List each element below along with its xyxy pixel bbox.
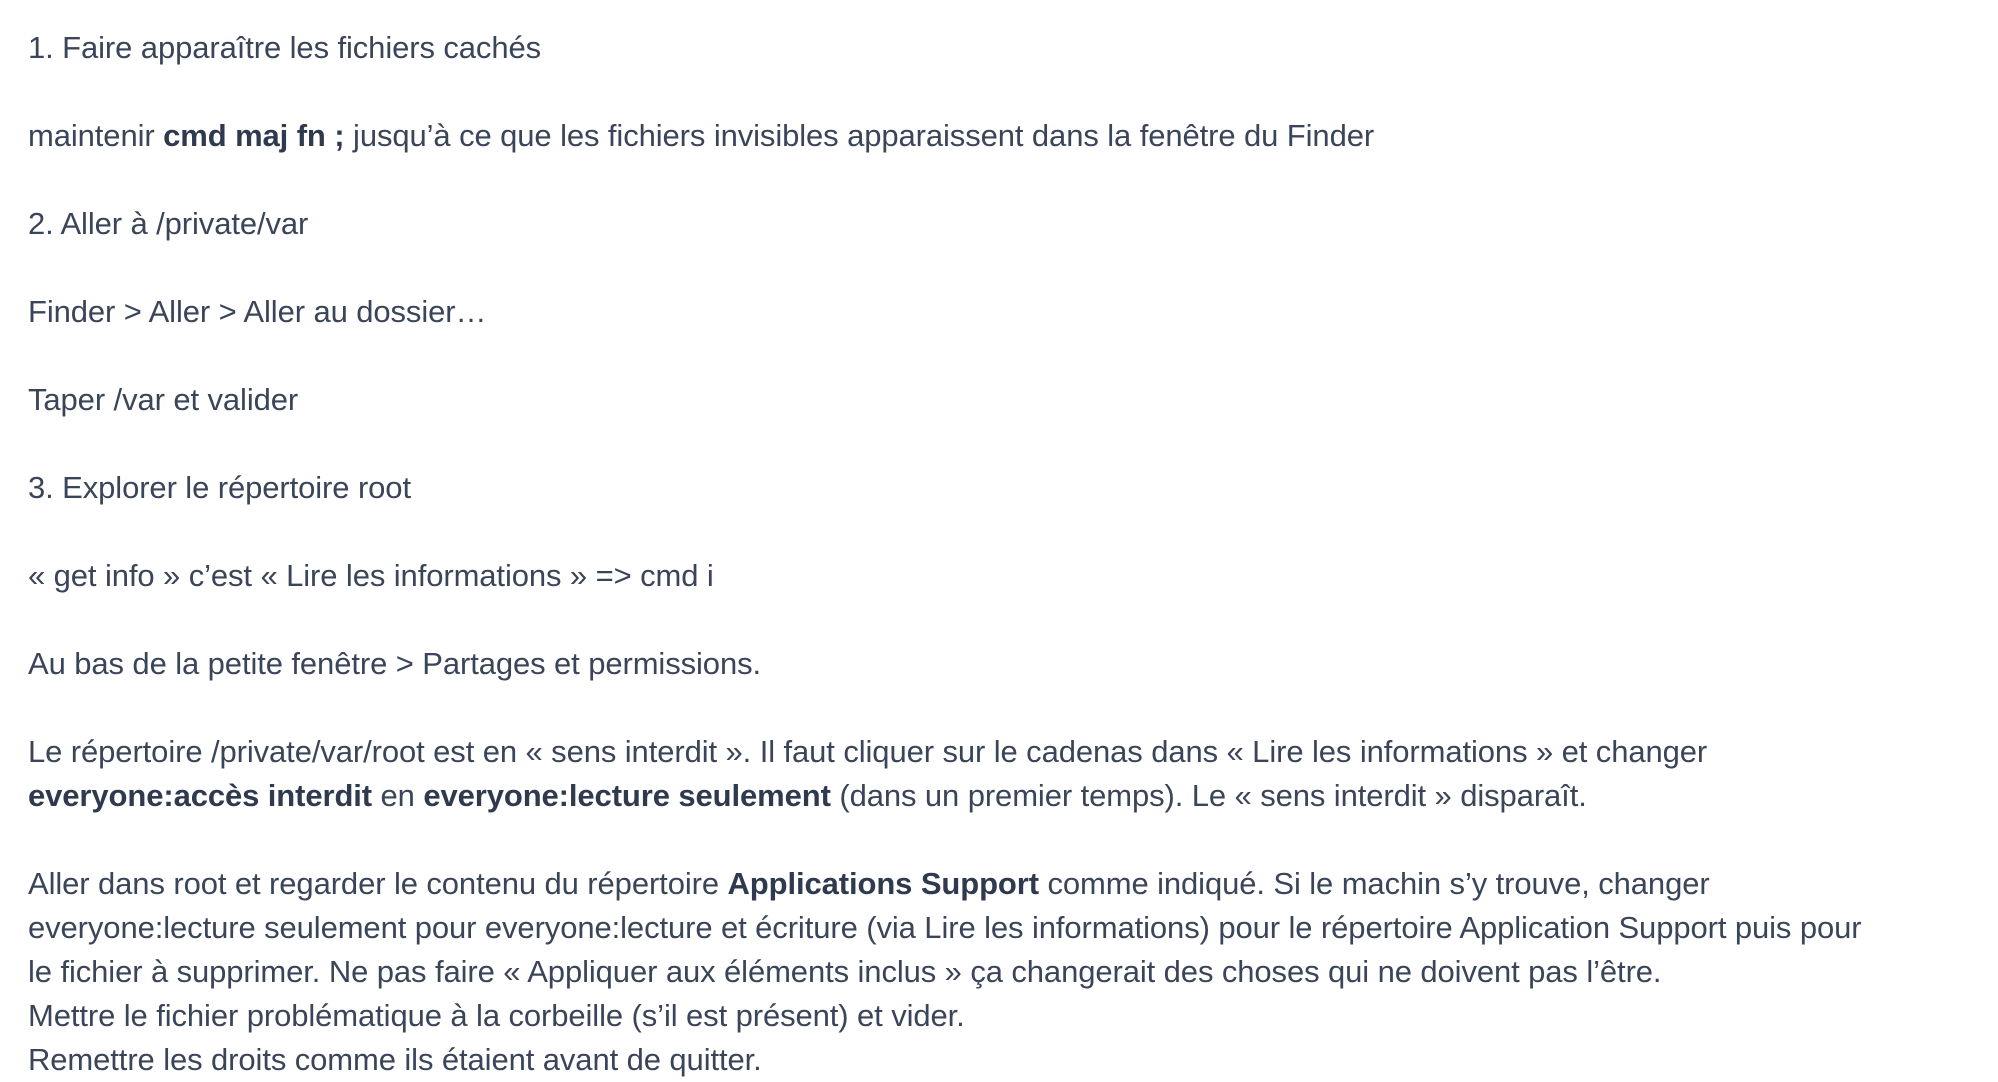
permission-line-1: Le répertoire /private/var/root est en « sens interdit ». Il faut cliquer sur le cadenas dans « Lire les informations » et changer xyxy=(28,734,1708,769)
permission-line-2 xyxy=(28,774,1993,818)
finder-menu-path: Finder > Aller > Aller au dossier… xyxy=(28,294,487,329)
trash-instruction: Mettre le fichier problématique à la corbeille (s’il est présent) et vider. xyxy=(28,998,965,1033)
app-support-prefix: Aller dans root et regarder le contenu du répertoire xyxy=(28,866,728,901)
shortcut-text-prefix: maintenir xyxy=(28,118,164,153)
permission-change-paragraph xyxy=(28,730,1993,818)
app-support-line-3: le fichier à supprimer. Ne pas faire « Appliquer aux éléments inclus » ça changerait des choses qui ne doivent pas l’être. xyxy=(28,954,1662,989)
document-body xyxy=(28,26,1993,1082)
permission-after: everyone:lecture seulement xyxy=(423,778,831,813)
shortcut-text-suffix: jusqu’à ce que les fichiers invisibles apparaissent dans la fenêtre du Finder xyxy=(344,118,1375,153)
shortcut-instruction xyxy=(28,114,1993,158)
permissions-note: Au bas de la petite fenêtre > Partages et permissions. xyxy=(28,646,761,681)
app-support-line-1 xyxy=(28,862,1993,906)
step-1-heading: 1. Faire apparaître les fichiers cachés xyxy=(28,30,542,65)
get-info-note: « get info » c’est « Lire les informations » => cmd i xyxy=(28,558,714,593)
permission-before: everyone:accès interdit xyxy=(28,778,373,813)
step-3-heading: 3. Explorer le répertoire root xyxy=(28,470,411,505)
app-support-suffix: comme indiqué. Si le machin s’y trouve, changer xyxy=(1038,866,1710,901)
app-support-folder-name: Applications Support xyxy=(727,866,1039,901)
restore-rights-instruction: Remettre les droits comme ils étaient avant de quitter. xyxy=(28,1042,762,1077)
permission-line-2-suffix: (dans un premier temps). Le « sens interdit » disparaît. xyxy=(830,778,1587,813)
app-support-line-2: everyone:lecture seulement pour everyone:lecture et écriture (via Lire les informations) pour le répertoire Application Support puis pour xyxy=(28,910,1862,945)
shortcut-keys: cmd maj fn ; xyxy=(163,118,345,153)
step-2-heading: 2. Aller à /private/var xyxy=(28,206,309,241)
type-var-instruction: Taper /var et valider xyxy=(28,382,299,417)
permission-connector: en xyxy=(372,778,424,813)
application-support-paragraph xyxy=(28,862,1993,1082)
